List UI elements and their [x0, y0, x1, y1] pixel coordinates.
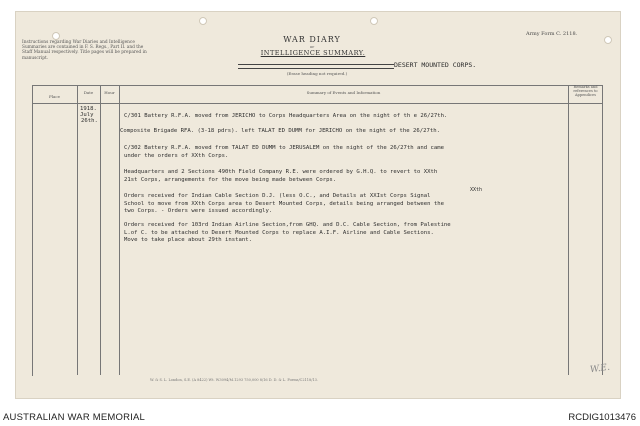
- column-header-date: Date: [83, 90, 94, 95]
- instructions-note: Instructions regarding War Diaries and Intelligence Summaries are contained in F. S. Regs., Part II. and the Staff Manual respectively. Title pages will be prepared in manuscript.: [22, 40, 147, 61]
- column-header-place: Place: [49, 94, 60, 99]
- summary-line: Move to take place about 29th instant.: [124, 237, 252, 243]
- archive-reference: RCDIG1013476: [568, 412, 636, 423]
- war-diary-title: WAR DIARY: [283, 35, 341, 44]
- summary-line: Orders received for 103rd Indian Airline Section,from GHQ. and D.C. Cable Section, from Palestine: [124, 222, 451, 228]
- punch-hole: [370, 17, 378, 25]
- column-header-summary: Summary of Events and Information: [306, 90, 381, 95]
- summary-line: under the orders of XXth Corps.: [124, 152, 229, 159]
- column-divider: [602, 85, 603, 375]
- erase-note: (Erase heading not required.): [286, 71, 348, 76]
- column-divider: [568, 85, 569, 375]
- unit-name: DESERT MOUNTED CORPS.: [394, 61, 477, 69]
- punch-hole: [52, 32, 60, 40]
- title-or: or: [309, 44, 315, 49]
- entry-month: July: [80, 112, 94, 118]
- entry-year: 1918.: [80, 106, 97, 112]
- entry-day: 26th.: [81, 118, 98, 124]
- handwritten-initials: W.E.: [589, 362, 611, 376]
- punch-hole: [604, 36, 612, 44]
- printer-imprint: W. & S. L. London, S.E. (A 8422) Wt. W3094/M.1293 750,000 8/16 D. D. & L. Forms/C2118/13.: [150, 378, 318, 382]
- column-header-hour: Hour: [104, 90, 115, 95]
- army-form-number: Army Form C. 2118.: [526, 31, 578, 37]
- column-divider: [100, 85, 101, 375]
- summary-line: Composite Brigade RFA. (3-18 pdrs). left TALAT ED DUMM for JERICHO on the night of the 26/27th.: [120, 128, 440, 134]
- summary-line: two Corps. - Orders were issued accordingly.: [124, 208, 273, 214]
- summary-line: 21st Corps, arrangements for the move being made between Corps.: [124, 176, 337, 183]
- margin-insertion: XXth: [470, 187, 483, 193]
- column-divider: [77, 85, 78, 375]
- summary-line: School to move from XXth Corps area to Desert Mounted Corps, details being arranged between the: [124, 200, 444, 207]
- summary-line: Orders received for Indian Cable Section D.J. (less O.C., and Details at XXIst Corps Signal: [124, 193, 431, 199]
- summary-line: L.of C. to be attached to Desert Mounted Corps to replace A.I.F. Airline and Cable Sections.: [124, 229, 434, 236]
- punch-hole: [199, 17, 207, 25]
- summary-line: C/302 Battery R.F.A. moved from TALAT ED DUMM to JERUSALEM on the night of the 26/27th and came: [124, 145, 444, 151]
- header-row-divider: [32, 103, 602, 104]
- summary-line: C/301 Battery R.F.A. moved from JERICHO to Corps Headquarters Area on the night of th e 26/27th.: [124, 113, 448, 119]
- intelligence-summary-title: INTELLIGENCE SUMMARY.: [260, 49, 366, 57]
- column-header-remarks: Remarks and references to Appendices: [573, 85, 598, 98]
- title-strikeout: [238, 64, 394, 69]
- archive-credit: AUSTRALIAN WAR MEMORIAL: [3, 412, 146, 423]
- summary-line: Headquarters and 2 Sections 490th Field Company R.E. were ordered by G.H.Q. to revert to XXth: [124, 169, 438, 175]
